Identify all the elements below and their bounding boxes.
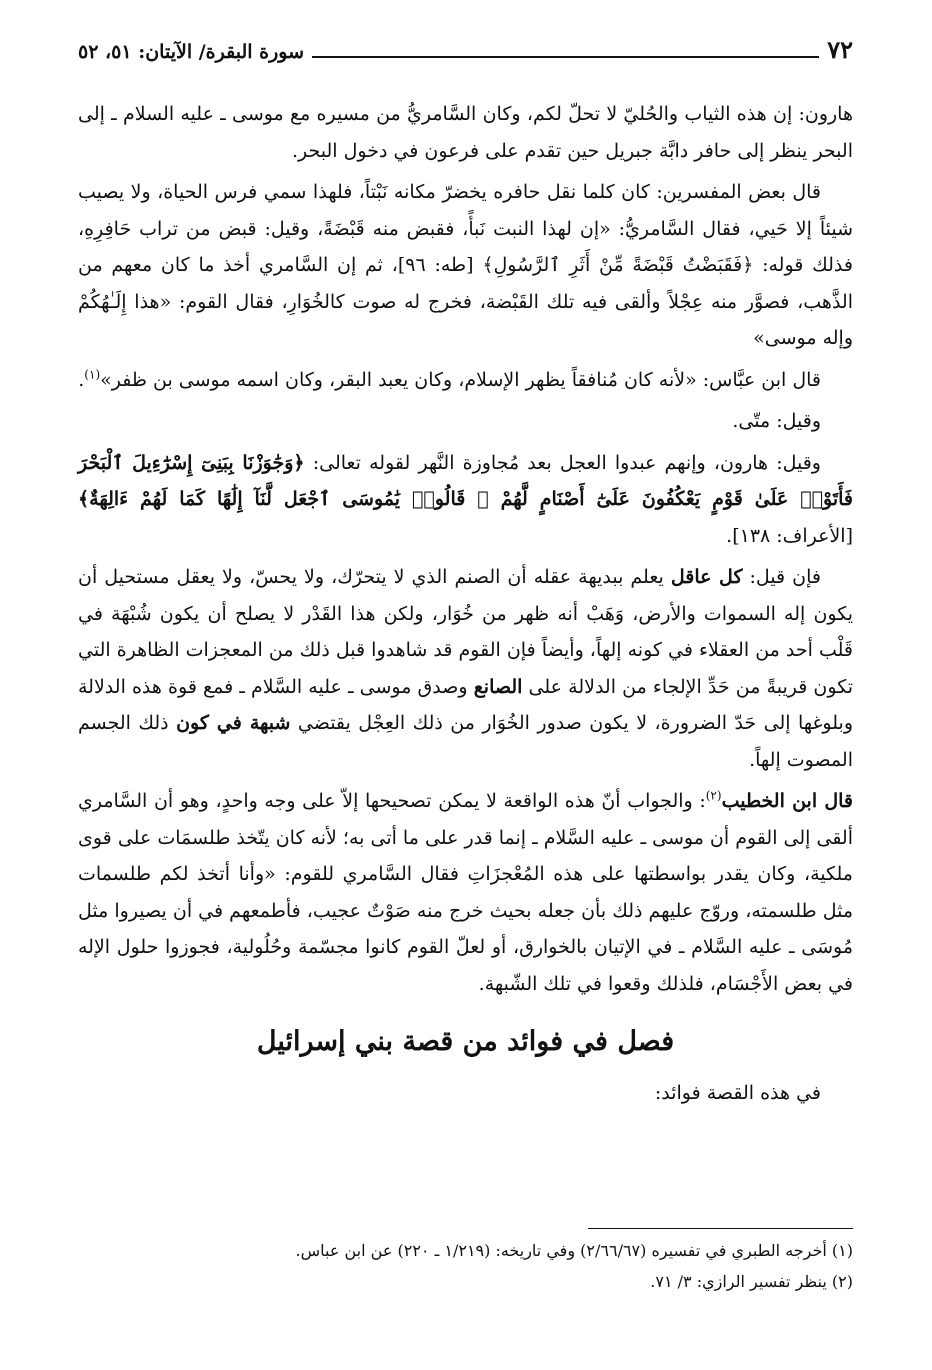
paragraph-6 (78, 559, 853, 778)
paragraph-6-text-e: وصدق موسى ـ عليه السَّلام ـ فمع قوة هذه الدلالة وبلوغها إلى حَدّ الضرورة، لا يكون صدور الخُوَار من ذلك العِجْل يقتضي (78, 675, 854, 734)
main-text (78, 96, 853, 1116)
paragraph-5-text: وقيل: هارون، وإنهم عبدوا العجل بعد مُجاوزة النَّهر لقوله تعالى: (312, 451, 821, 474)
footnote-1: (١) أخرجه الطبري في تفسيره (٢/٦٦/٦٧) وفي تاريخه: (١/٢١٩ ـ ٢٢٠) عن ابن عباس. (295, 1241, 853, 1260)
running-title: سورة البقرة/ الآيتان: ٥١، ٥٢ (78, 41, 304, 63)
paragraph-6-text-a: فإن قيل: (742, 566, 821, 588)
section-heading: فصل في فوائد من قصة بني إسرائيل (256, 1026, 675, 1057)
paragraph-1: هارون: إن هذه الثياب والحُليّ لا تحلّ لكم، وكان السَّامريُّ من مسيره مع موسى ـ عليه السلام ـ إلى البحر ينظر إلى حافر دابَّة جبريل حين تقدم على فرعون في دخول البحر. (78, 103, 853, 162)
paragraph-7-text: : والجواب أنّ هذه الواقعة لا يمكن تصحيحها إلاّ على وجه واحدٍ، وهو أن السَّامري ألقى إلى القوم أن موسى ـ عليه السَّلام ـ إنما قدر على ما أتى به؛ لأنه كان يتّخذ طلسمَات على قوى ملكية، وكان يقدر بواسطتها على هذه المُعْجزَاتِ فقال السَّامري للقوم: «وأنا أتخذ لكم طلسمات مثل طلسمته، وروّج عليهم ذلك بأن جعله بحيث خرج منه صَوْتٌ عجيب، فأطمعهم في أن يصيروا مثل مُوسَى ـ عليه السَّلام ـ في الإتيان بالخوارق، أو لعلّ القوم كانوا مجسّمة وحُلُولية، فجوزوا حلول الإله في بعض الأَجْسَام، فلذلك وقعوا في تلك الشّبهة. (78, 790, 853, 995)
paragraph-4: وقيل: متّى. (732, 410, 821, 432)
paragraph-3-end: . (78, 368, 85, 391)
paragraph-6-text-g: ذلك الجسم المصوت إلهاً. (78, 712, 853, 771)
footnote-2: (٢) ينظر تفسير الرازي: ٣/ ٧١. (650, 1272, 853, 1291)
bold-phrase: شبهة في كون (176, 712, 291, 734)
paragraph-7 (78, 783, 853, 1002)
bold-phrase: الصانع (473, 675, 523, 698)
paragraph-2: قال بعض المفسرين: كان كلما نقل حافره يخضرّ مكانه نَبْتاً، فلهذا سمي فرس الحياة، ولا يصيب شيئاً إلا حَيي، فقال السَّامريُّ: «إن لهذا النبت نَبأً، فقبض منه قَبْضَةً، وقيل: قبض من تراب حَافِرِهِ، فذلك قوله: ﴿فَقَبَضْتُ قَبْضَةً مِّنْ أَثَرِ ٱلرَّسُولِ﴾ [طه: ٩٦]، ثم إن السَّامري أخذ ما كان معهم من الذَّهب، فصوَّر منه عِجْلاً وألقى فيه تلك القَبْضة، فخرج له صوت كالخُوَارِ، فقال القوم: «هذا إِلَـٰهُكُمْ وإله موسى» (78, 181, 853, 349)
footnote-ref-1: (١) (84, 367, 101, 382)
paragraph-5 (78, 445, 853, 555)
page-number: ٧٢ (827, 35, 853, 64)
quoted-author: قال ابن الخطيب (721, 790, 853, 812)
page-header (78, 26, 853, 62)
paragraph-3 (78, 362, 853, 399)
paragraph-3-text: قال ابن عبَّاس: «لأنه كان مُنافقاً يظهر الإسلام، وكان يعبد البقر، وكان اسمه موسى بن ظفر» (100, 368, 821, 391)
bold-phrase: كل عاقل (670, 566, 743, 588)
footnote-ref-2: (٢) (705, 788, 722, 803)
paragraph-8: في هذه القصة فوائد: (654, 1081, 821, 1104)
footnote-rule (588, 1228, 853, 1229)
paragraph-6-text-c: يعلم ببديهة عقله أن الصنم الذي لا يتحرّك، ولا يحسّ، ولا يعقل مستحيل أن يكون إله السموات والأرض، وَهَبْ أنه ظهر من خُوَار، ولكن هذا القَدْر لا يصلح أن يكون شُبْهَة في قَلْب أحد من العقلاء في كونه إلهاً، وأيضاً فإن القوم قد شاهدوا قبل ذلك من المعجزات الظاهرة التي تكون قريبةً من حَدِّ الإلجاء من الدلالة على (78, 566, 853, 698)
header-rule (312, 56, 819, 58)
footnotes (78, 1228, 853, 1297)
verse-citation: [الأعراف: ١٣٨]. (726, 524, 853, 547)
quran-verse: ﴿وَجَٰوَزْنَا بِبَنِىٓ إِسْرَٰٓءِيلَ ٱلْبَحْرَ فَأَتَوْا۟ عَلَىٰ قَوْمٍ يَعْكُفُونَ عَلَىٰٓ أَصْنَامٍ لَّهُمْ ۚ قَالُوا۟ يَٰمُوسَى ٱجْعَل لَّنَآ إِلَٰهًا كَمَا لَهُمْ ءَالِهَةٌ﴾ (78, 451, 853, 510)
